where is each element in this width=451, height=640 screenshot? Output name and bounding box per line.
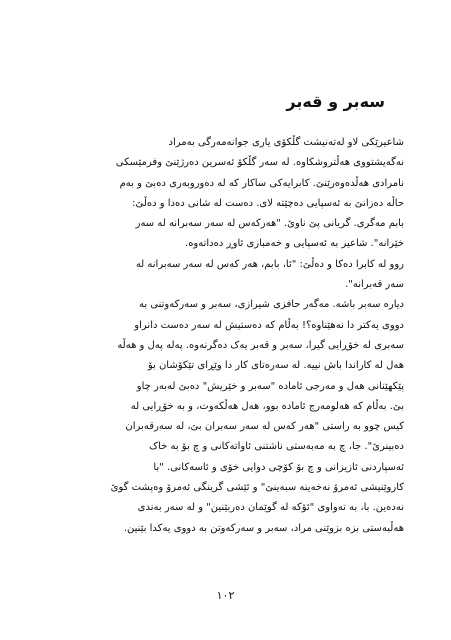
page-title: سەبر و قەبر <box>286 92 385 111</box>
text-line: حاڵە دەزانێ بە ئەسپایی دەچێتە لای. دەست لە شانی دەدا و دەڵێ: <box>132 197 404 209</box>
text-line: هەڵبەستی بزە بزوێنی مراد، سەبر و سەرکەوتن بە دووی یەکدا بێنین. <box>123 522 404 534</box>
text-line: سەبری لە خۆڕایی گیرا، سەبر و قەبر یەک دەگرنەوە. پەلە پەل و هەڵە <box>117 339 404 351</box>
text-line: بێ. بەڵام کە هەلومەرج ئامادە بوو، هەل هەڵکەوت، و بە خۆڕایی لە <box>130 400 404 412</box>
text-line: شاعیرێکی لاو لەتەنیشت گڵکۆی یاری جوانەمەرگی بەمراد <box>168 137 404 148</box>
text-line: سەر قەبرانە". <box>345 279 404 291</box>
body-text <box>48 133 404 538</box>
text-line: روو لە کابرا دەکا و دەڵێ: "ئا، بابم، هەر کەس لە سەر سەبرانە لە <box>135 258 404 270</box>
page-number: ١٠٢ <box>216 589 235 602</box>
text-line: دیارە سەبر باشە. مەگەر حافزی شیرازی، سەبر و سەرکەوتنی بە <box>138 299 404 311</box>
text-line: کاروێنیشی ئەمرۆ نەخەینە سبەینێ" و ئێشی گرینگی ئەمرۆ وەپشت گوێ <box>110 482 404 494</box>
text-line: نەگەیشتووی هەڵتروشکاوە. لە سەر گڵکۆ ئەسرین دەرژێنێ وفرمێسکی <box>115 157 404 169</box>
text-line: نامرادی هەڵدەوەرێنێ. کابرایەکی ساکار کە لە دەوروبەری دەبێ و بەم <box>119 177 404 189</box>
text-line: بابم مەگری. گریانی پێ ناوێ. "هەرکەس لە سەر سەبرانە لە سەر <box>135 218 404 230</box>
text-line: دووی یەکتر دا نەهێناوە؟! بەڵام کە دەستیش لە سەر دەست دانراو <box>134 319 404 331</box>
text-line: دەبینرێ". جا، چ بە مەبەستی ناشتنی ئاواتەکانی و چ بۆ بە خاک <box>149 441 404 453</box>
text-line: هەل لە کاراندا باش نییە. لە سەرەتای کار دا وێڕای تێکۆشان بۆ <box>147 360 404 372</box>
text-line: خێرانە". شاعیر بە ئەسپایی و خەمباری ئاوڕ دەداتەوە. <box>185 238 404 250</box>
text-line: پێکهێنانی هەل و مەرجی ئامادە "سەبر و خێریش" دەبێ لەبەر چاو <box>136 380 404 392</box>
text-line: نەدەین. با، بە تەواوی "ئۆکە لە گوێمان دەربێنین" و لە سەر بەندی <box>137 502 404 514</box>
text-line: ئەسپاردنی ئازیزانی و چ بۆ کۆچی دوایی خۆی و ئاسەکانی. "با <box>153 461 404 473</box>
text-line: کیس چوو بە راستی "هەر کەس لە سەر سەبران بێ، لە سەرقەبران <box>125 421 404 433</box>
